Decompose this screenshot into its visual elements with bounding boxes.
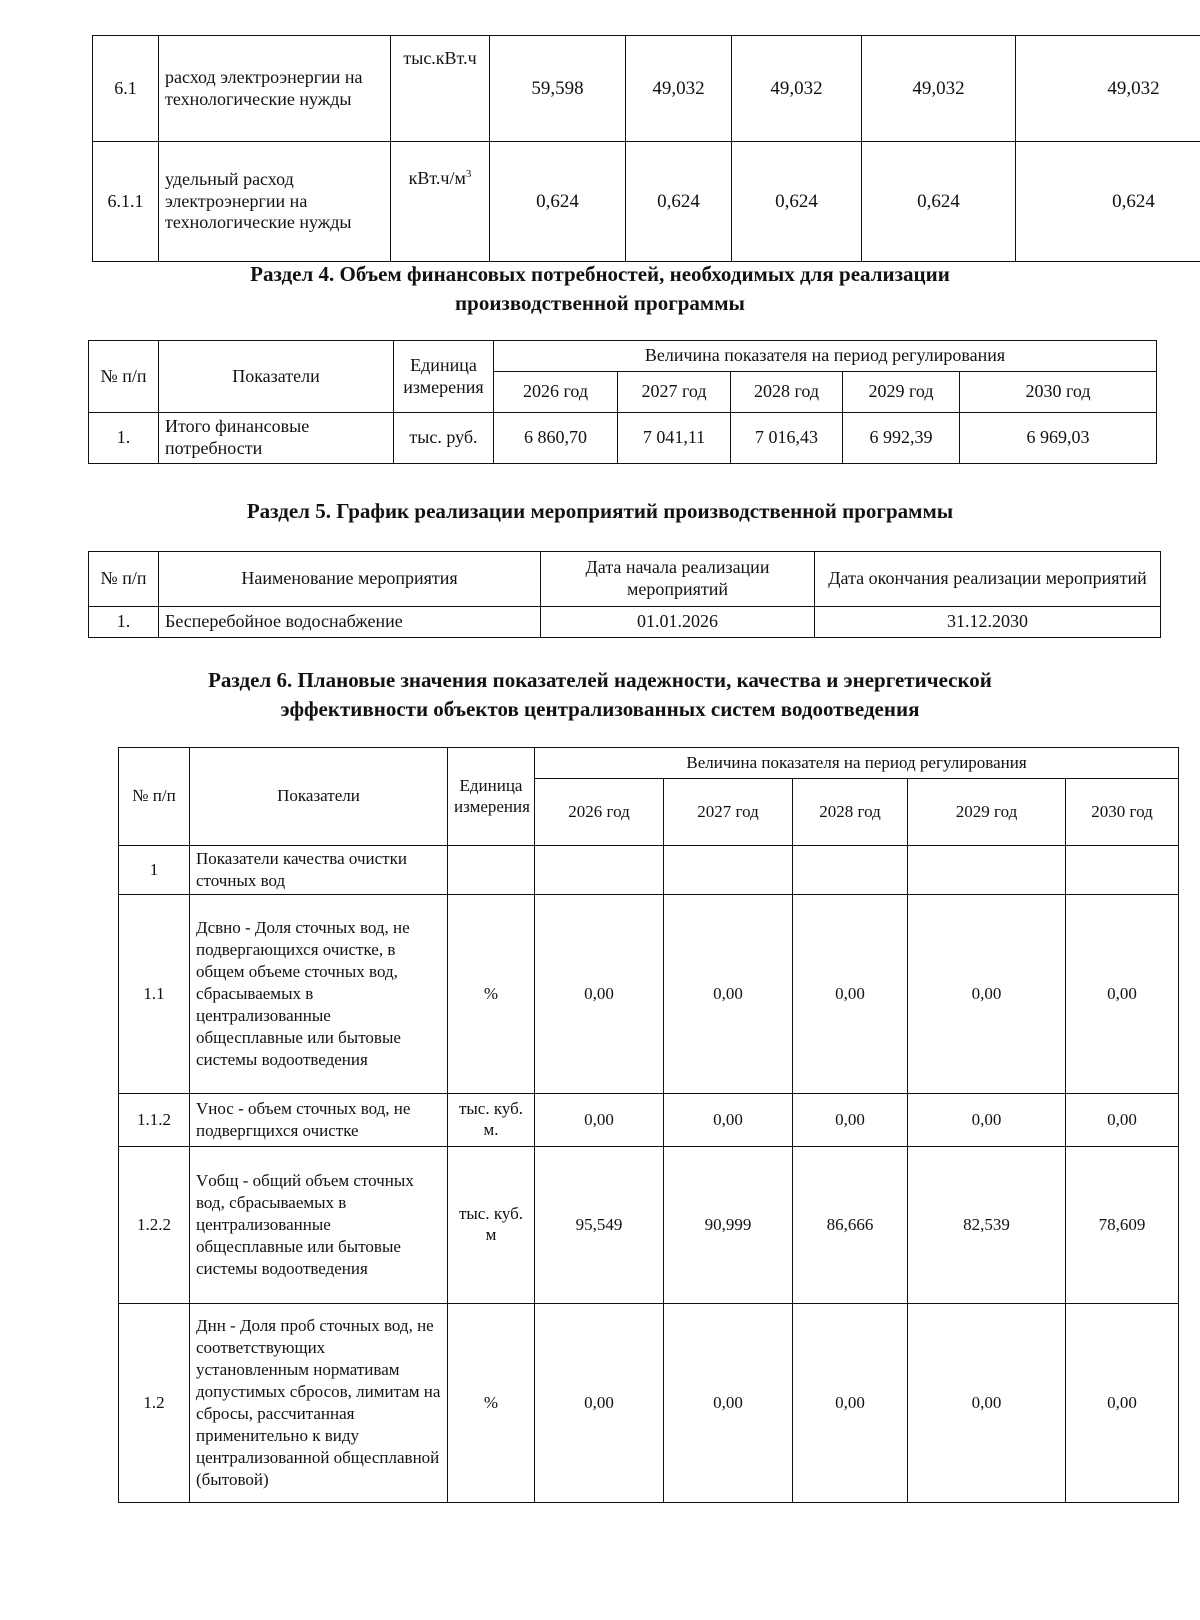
value-2027: 90,999 [664,1147,793,1304]
unit-cell: тыс. куб. м. [448,1094,535,1147]
value-2028: 0,00 [793,1094,908,1147]
value-2028: 0,624 [732,142,862,262]
table-row [93,36,1200,142]
indicator-name: Дсвно - Доля сточных вод, не подвергающихся очистке, в общем объеме сточных вод, сбрасываемых в централизованные общесплавные или бытовые системы водоотведения [190,895,448,1094]
value-2029: 0,00 [908,1094,1066,1147]
value-2028: 7 016,43 [731,413,843,464]
value-2030 [1066,846,1179,895]
header-year-2030: 2030 год [1066,779,1179,846]
section4-title-line2: производственной программы [455,290,745,315]
unit-cell: тыс.кВт.ч [391,36,490,142]
table-row [119,1147,1179,1304]
header-row [89,552,1161,607]
value-2026: 0,00 [535,1304,664,1503]
value-2028: 0,00 [793,1304,908,1503]
header-year-2030: 2030 год [960,372,1157,413]
header-unit: Единица измерения [394,341,494,413]
table-row [89,413,1157,464]
header-year-2027: 2027 год [618,372,731,413]
row-number: 1.1.2 [119,1094,190,1147]
row-number: 1. [89,413,159,464]
energy-consumption-table [92,35,1200,262]
value-2029 [908,846,1066,895]
header-year-2029: 2029 год [908,779,1066,846]
row-number: 1.1 [119,895,190,1094]
header-period: Величина показателя на период регулирования [535,748,1179,779]
value-2026: 6 860,70 [494,413,618,464]
value-2026 [535,846,664,895]
header-num: № п/п [89,341,159,413]
header-name: Наименование мероприятия [159,552,541,607]
value-2027: 0,624 [626,142,732,262]
value-2028 [793,846,908,895]
section5-title: Раздел 5. График реализации мероприятий производственной программы [246,499,954,523]
row-number: 1 [119,846,190,895]
value-2028: 49,032 [732,36,862,142]
table-row [119,1094,1179,1147]
header-indicator: Показатели [190,748,448,846]
table-row [119,846,1179,895]
schedule-table [88,551,1161,638]
header-num: № п/п [89,552,159,607]
value-2028: 0,00 [793,895,908,1094]
table-row [89,607,1161,638]
header-row [89,341,1157,372]
value-2030: 0,624 [1016,142,1200,262]
unit-cell: тыс. куб. м [448,1147,535,1304]
header-year-2026: 2026 год [535,779,664,846]
unit-cell: % [448,1304,535,1503]
header-year-2029: 2029 год [843,372,960,413]
value-2026: 59,598 [490,36,626,142]
value-2026: 0,624 [490,142,626,262]
unit-text: кВт.ч/м [408,168,466,188]
header-row [119,748,1179,779]
reliability-indicators-table [118,747,1179,1503]
value-2026: 0,00 [535,895,664,1094]
table-row [119,1304,1179,1503]
header-unit: Единица измерения [448,748,535,846]
value-2027 [664,846,793,895]
financial-needs-table [88,340,1157,464]
unit-superscript: 3 [465,168,472,180]
unit-cell [448,846,535,895]
indicator-name: расход электроэнергии на технологические нужды [159,36,391,142]
table-row [119,895,1179,1094]
value-2027: 0,00 [664,1304,793,1503]
indicator-name: Vнос - объем сточных вод, не подвергщихся очистке [190,1094,448,1147]
section6-title [0,666,1200,724]
indicator-name: Vобщ - общий объем сточных вод, сбрасываемых в централизованные общесплавные или бытовые системы водоотведения [190,1147,448,1304]
value-2030: 0,00 [1066,1304,1179,1503]
value-2029: 0,624 [862,142,1016,262]
header-end: Дата окончания реализации мероприятий [815,552,1161,607]
indicator-name: удельный расход электроэнергии на технологические нужды [159,142,391,262]
event-name: Бесперебойное водоснабжение [159,607,541,638]
value-2029: 0,00 [908,895,1066,1094]
end-date: 31.12.2030 [815,607,1161,638]
row-number: 6.1 [93,36,159,142]
value-2029: 6 992,39 [843,413,960,464]
header-period: Величина показателя на период регулирования [494,341,1157,372]
table-row [93,142,1200,262]
value-2029: 82,539 [908,1147,1066,1304]
value-2027: 0,00 [664,1094,793,1147]
value-2030: 6 969,03 [960,413,1157,464]
value-2030: 0,00 [1066,1094,1179,1147]
value-2027: 0,00 [664,895,793,1094]
header-year-2026: 2026 год [494,372,618,413]
header-num: № п/п [119,748,190,846]
header-indicator: Показатели [159,341,394,413]
value-2026: 0,00 [535,1094,664,1147]
section6-title-line2: эффективности объектов централизованных систем водоотведения [280,696,920,721]
unit-cell [391,142,490,262]
indicator-name: Показатели качества очистки сточных вод [190,846,448,895]
unit-cell: % [448,895,535,1094]
value-2029: 0,00 [908,1304,1066,1503]
value-2030: 78,609 [1066,1147,1179,1304]
header-year-2028: 2028 год [793,779,908,846]
value-2030: 49,032 [1016,36,1200,142]
section4-title-line1: Раздел 4. Объем финансовых потребностей, необходимых для реализации [250,262,950,286]
start-date: 01.01.2026 [541,607,815,638]
header-year-2027: 2027 год [664,779,793,846]
value-2026: 95,549 [535,1147,664,1304]
header-year-2028: 2028 год [731,372,843,413]
row-number: 6.1.1 [93,142,159,262]
indicator-name: Итого финансовые потребности [159,413,394,464]
indicator-name: Днн - Доля проб сточных вод, не соответствующих установленным нормативам допустимых сбросов, лимитам на сбросы, рассчитанная применительно к виду централизованной общесплавной (бытовой) [190,1304,448,1503]
value-2027: 49,032 [626,36,732,142]
row-number: 1. [89,607,159,638]
value-2029: 49,032 [862,36,1016,142]
header-start: Дата начала реализации мероприятий [541,552,815,607]
row-number: 1.2.2 [119,1147,190,1304]
value-2027: 7 041,11 [618,413,731,464]
row-number: 1.2 [119,1304,190,1503]
section4-title [0,260,1200,318]
unit-cell: тыс. руб. [394,413,494,464]
value-2030: 0,00 [1066,895,1179,1094]
section6-title-line1: Раздел 6. Плановые значения показателей надежности, качества и энергетической [208,668,992,692]
value-2028: 86,666 [793,1147,908,1304]
